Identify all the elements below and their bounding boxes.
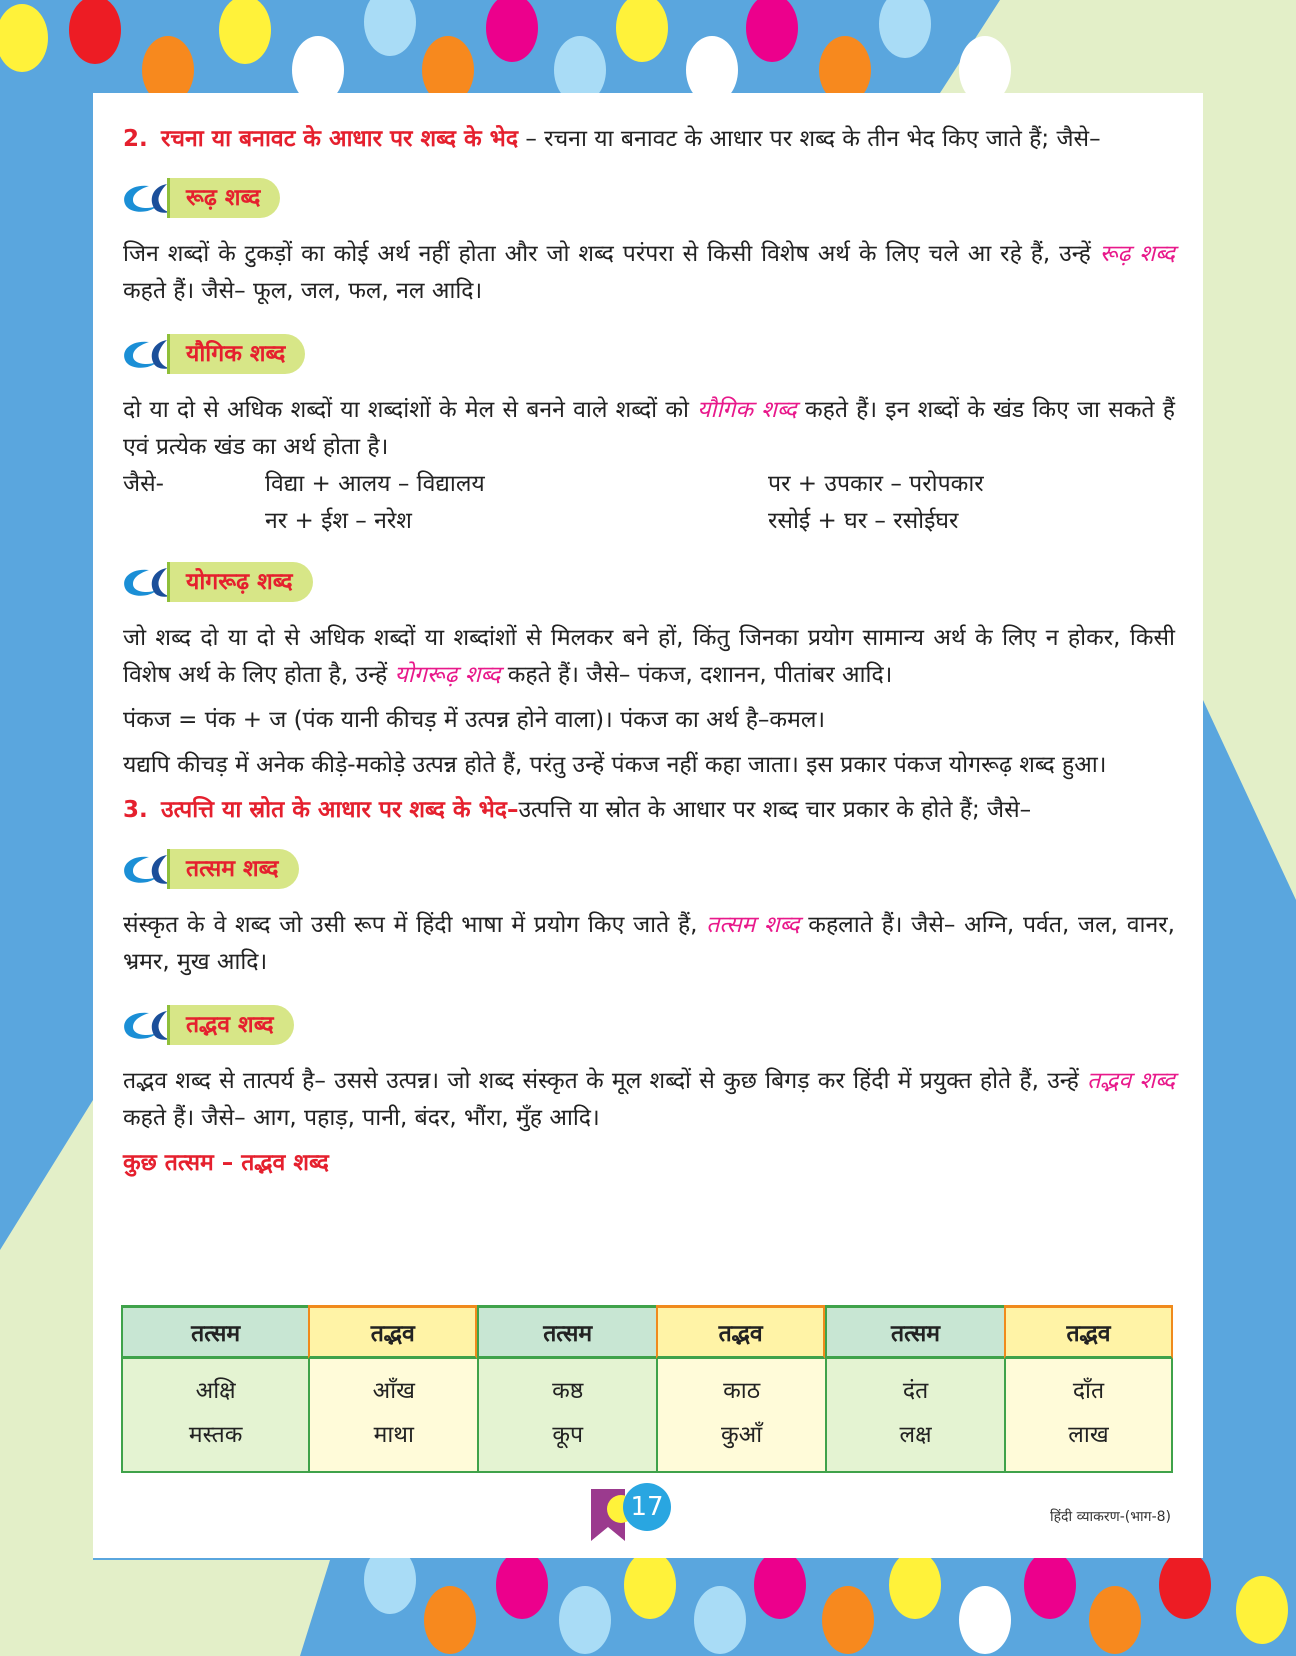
subheading-yogrudh [119,560,1175,604]
subheading-rudh [119,176,1175,220]
subheading-tatsam [119,847,1175,891]
dots-top [0,0,1011,104]
term-highlight: योगरूढ़ शब्द [394,662,501,688]
section-number: 3. [123,797,148,823]
term-highlight: रूढ़ शब्द [1099,241,1175,267]
section-number: 2. [123,126,148,152]
column-header: तत्सम [121,1305,308,1359]
ribbon-icon [581,1485,629,1545]
subheading-label: रूढ़ शब्द [167,178,280,218]
column-header: तद्भव [656,1305,825,1359]
table-cell: दाँत लाख [1004,1359,1173,1473]
paragraph-tadbhav: तद्भव शब्द से तात्पर्य है– उससे उत्पन्न। जो शब्द संस्कृत के मूल शब्दों से कुछ बिगड़ कर हिंदी में प्रयुक्त होते हैं, उन्हें तद्भव शब्द कहते हैं। जैसे– आग, पहाड़, पानी, बंदर, भौंरा, मुँह आदि। [123,1068,1175,1131]
column-header: तत्सम [825,1305,1004,1359]
subheading-label: योगरूढ़ शब्द [167,562,313,602]
example-item: पर + उपकार – परोपकार [768,471,984,497]
table-cell: दंत लक्ष [825,1359,1004,1473]
word-list-heading: कुछ तत्सम – तद्भव शब्द [123,1150,329,1176]
paragraph-rudh: जिन शब्दों के टुकड़ों का कोई अर्थ नहीं होता और जो शब्द परंपरा से किसी विशेष अर्थ के लिए चले आ रहे हैं, उन्हें रूढ़ शब्द कहते हैं। जैसे– फूल, जल, फल, नल आदि। [123,241,1175,304]
table-cell: अक्षि मस्तक [121,1359,308,1473]
section-title: उत्पत्ति या स्रोत के आधार पर शब्द के भेद– [161,797,519,823]
page-sheet [93,93,1203,1558]
term-highlight: तद्भव शब्द [1087,1068,1175,1094]
term-highlight: तत्सम शब्द [706,912,800,938]
paragraph-pankaj: पंकज = पंक + ज (पंक यानी कीचड़ में उत्पन्न होने वाला)। पंकज का अर्थ है–कमल। [123,707,826,733]
example-item: विद्या + आलय – विद्यालय [265,471,485,497]
subheading-yaugik [119,332,1175,376]
section-title: रचना या बनावट के आधार पर शब्द के भेद [161,126,519,152]
tatsam-tadbhav-table [121,1305,1173,1473]
table-row [121,1359,1173,1473]
paragraph-tatsam: संस्कृत के वे शब्द जो उसी रूप में हिंदी भाषा में प्रयोग किए जाते हैं, तत्सम शब्द कहलाते हैं। जैसे– अग्नि, पर्वत, जल, वानर, भ्रमर, मुख आदि। [123,912,1175,975]
subheading-label: तत्सम शब्द [167,849,299,889]
section-intro: – रचना या बनावट के आधार पर शब्द के तीन भेद किए जाते हैं; जैसे– [518,126,1101,152]
dots-bottom [364,1546,1288,1654]
subheading-label: तद्भव शब्द [167,1005,294,1045]
table-cell: कष्ठ कूप [477,1359,656,1473]
page-content [123,121,1175,1182]
examples-label: जैसे- [123,471,164,497]
term-highlight: यौगिक शब्द [697,397,797,423]
column-header: तद्भव [1004,1305,1173,1359]
book-title-footer: हिंदी व्याकरण-(भाग-8) [1050,1509,1171,1525]
examples-row-1 [123,466,1175,503]
example-item: नर + ईश – नरेश [265,508,412,534]
column-header: तद्भव [308,1305,477,1359]
column-header: तत्सम [477,1305,656,1359]
paragraph-yaugik: दो या दो से अधिक शब्दों या शब्दांशों के मेल से बनने वाले शब्दों को यौगिक शब्द कहते हैं। इन शब्दों के खंड किए जा सकते हैं एवं प्रत्येक खंड का अर्थ होता है। [123,397,1175,460]
section-3-heading [123,792,1175,829]
paragraph-pankaj-note: यद्यपि कीचड़ में अनेक कीड़े-मकोड़े उत्पन्न होते हैं, परंतु उन्हें पंकज नहीं कहा जाता। इस प्रकार पंकज योगरूढ़ शब्द हुआ। [123,752,1107,778]
section-intro: उत्पत्ति या स्रोत के आधार पर शब्द चार प्रकार के होते हैं; जैसे– [518,797,1032,823]
page-number: 17 [623,1483,671,1531]
section-2-heading [123,121,1175,158]
table-cell: आँख माथा [308,1359,477,1473]
subheading-tadbhav [119,1003,1175,1047]
table-cell: काठ कुआँ [656,1359,825,1473]
paragraph-yogrudh: जो शब्द दो या दो से अधिक शब्दों या शब्दांशों से मिलकर बने हों, किंतु जिनका प्रयोग सामान्य अर्थ के लिए न होकर, किसी विशेष अर्थ के लिए होता है, उन्हें योगरूढ़ शब्द कहते हैं। जैसे– पंकज, दशानन, पीतांबर आदि। [123,625,1175,688]
examples-row-2 [123,503,1175,540]
subheading-label: यौगिक शब्द [167,334,305,374]
table-header-row [121,1305,1173,1359]
example-item: रसोई + घर – रसोईघर [768,508,959,534]
